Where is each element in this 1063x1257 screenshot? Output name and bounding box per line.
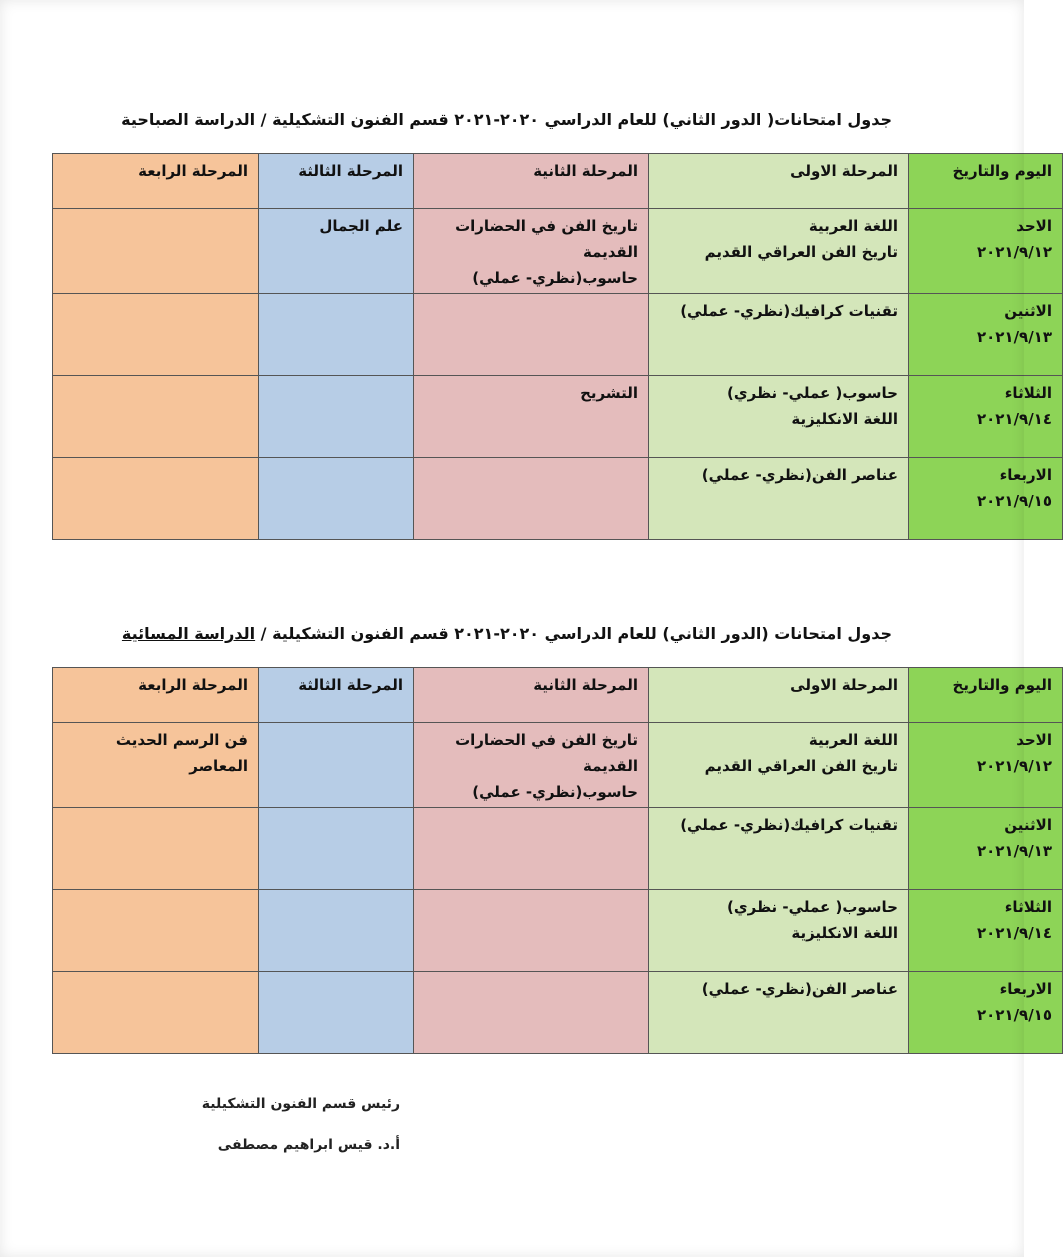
cell-stage-2 <box>414 972 649 1054</box>
cell-day: الاحد ٢٠٢١/٩/١٢ <box>909 209 1063 294</box>
cell-stage-4: فن الرسم الحديث المعاصر <box>53 723 259 808</box>
cell-stage-1: حاسوب( عملي- نظري) اللغة الانكليزية <box>649 376 909 458</box>
cell-stage-3 <box>259 458 414 540</box>
exam-table-evening <box>52 667 1063 1054</box>
cell-stage-4 <box>53 808 259 890</box>
cell-stage-3 <box>259 808 414 890</box>
title-text: جدول امتحانات (الدور الثاني) للعام الدراسي ٢٠٢٠-٢٠٢١ قسم الفنون التشكيلية / <box>255 624 892 643</box>
cell-stage-4 <box>53 209 259 294</box>
cell-stage-2 <box>414 458 649 540</box>
cell-stage-2: تاريخ الفن في الحضارات القديمة حاسوب(نظري- عملي) <box>414 209 649 294</box>
exam-table-morning <box>52 153 1063 540</box>
cell-day: الاربعاء ٢٠٢١/٩/١٥ <box>909 972 1063 1054</box>
table-header-row <box>53 154 1063 209</box>
cell-day: الاثنين ٢٠٢١/٩/١٣ <box>909 808 1063 890</box>
cell-stage-1: حاسوب( عملي- نظري) اللغة الانكليزية <box>649 890 909 972</box>
header-stage-3: المرحلة الثالثة <box>259 154 414 209</box>
study-type: الدراسة المسائية <box>121 624 256 643</box>
cell-stage-4 <box>53 376 259 458</box>
cell-stage-4 <box>53 972 259 1054</box>
cell-day: الاحد ٢٠٢١/٩/١٢ <box>909 723 1063 808</box>
cell-stage-1: تقنيات كرافيك(نظري- عملي) <box>649 294 909 376</box>
header-stage-2: المرحلة الثانية <box>414 668 649 723</box>
cell-stage-4 <box>53 890 259 972</box>
cell-stage-3 <box>259 890 414 972</box>
table-row <box>53 972 1063 1054</box>
cell-stage-3: علم الجمال <box>259 209 414 294</box>
header-stage-1: المرحلة الاولى <box>649 668 909 723</box>
header-stage-4: المرحلة الرابعة <box>53 668 259 723</box>
department-head-name: أ.د. قيس ابراهيم مصطفى <box>217 1137 400 1153</box>
cell-stage-2: تاريخ الفن في الحضارات القديمة حاسوب(نظري- عملي) <box>414 723 649 808</box>
header-day-date: اليوم والتاريخ <box>909 154 1063 209</box>
header-stage-2: المرحلة الثانية <box>414 154 649 209</box>
table-row <box>53 808 1063 890</box>
cell-stage-1: اللغة العربية تاريخ الفن العراقي القديم <box>649 209 909 294</box>
table-row <box>53 294 1063 376</box>
cell-stage-3 <box>259 376 414 458</box>
department-head-title: رئيس قسم الفنون التشكيلية <box>201 1096 400 1112</box>
study-type: الدراسة الصباحية <box>121 110 256 129</box>
header-stage-4: المرحلة الرابعة <box>53 154 259 209</box>
cell-stage-4 <box>53 458 259 540</box>
header-day-date: اليوم والتاريخ <box>909 668 1063 723</box>
header-stage-3: المرحلة الثالثة <box>259 668 414 723</box>
cell-stage-1: عناصر الفن(نظري- عملي) <box>649 458 909 540</box>
cell-day: الاثنين ٢٠٢١/٩/١٣ <box>909 294 1063 376</box>
cell-stage-4 <box>53 294 259 376</box>
cell-stage-2 <box>414 890 649 972</box>
cell-stage-2 <box>414 808 649 890</box>
cell-stage-3 <box>259 972 414 1054</box>
table-title-evening <box>52 624 892 643</box>
cell-day: الثلاثاء ٢٠٢١/٩/١٤ <box>909 890 1063 972</box>
table-title-morning <box>52 110 892 129</box>
table-row <box>53 458 1063 540</box>
table-row <box>53 723 1063 808</box>
cell-stage-1: تقنيات كرافيك(نظري- عملي) <box>649 808 909 890</box>
table-row <box>53 376 1063 458</box>
cell-stage-2: التشريح <box>414 376 649 458</box>
table-header-row <box>53 668 1063 723</box>
cell-stage-1: عناصر الفن(نظري- عملي) <box>649 972 909 1054</box>
cell-day: الاربعاء ٢٠٢١/٩/١٥ <box>909 458 1063 540</box>
title-text: جدول امتحانات( الدور الثاني) للعام الدراسي ٢٠٢٠-٢٠٢١ قسم الفنون التشكيلية / <box>255 110 892 129</box>
table-row <box>53 209 1063 294</box>
cell-stage-3 <box>259 294 414 376</box>
header-stage-1: المرحلة الاولى <box>649 154 909 209</box>
cell-stage-3 <box>259 723 414 808</box>
cell-stage-2 <box>414 294 649 376</box>
cell-stage-1: اللغة العربية تاريخ الفن العراقي القديم <box>649 723 909 808</box>
table-row <box>53 890 1063 972</box>
cell-day: الثلاثاء ٢٠٢١/٩/١٤ <box>909 376 1063 458</box>
